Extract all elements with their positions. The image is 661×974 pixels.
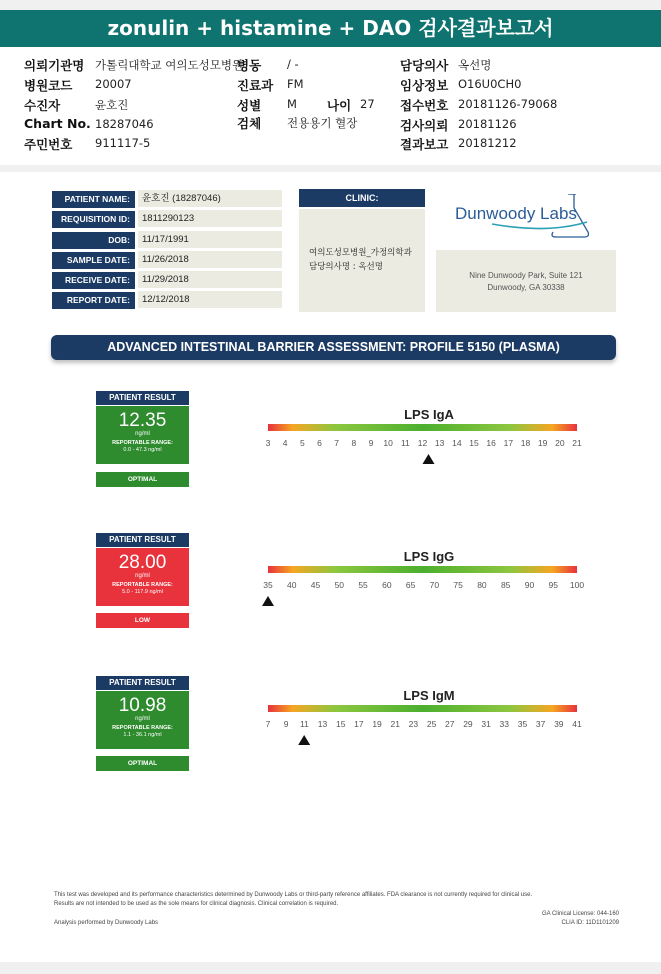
gauge-tick-label: 65 — [405, 580, 416, 590]
address-line-2: Dunwoody, GA 30338 — [487, 283, 565, 292]
gauge-tick-label: 90 — [524, 580, 535, 590]
result-header-igg: PATIENT RESULT — [96, 533, 189, 547]
institution-label: 의뢰기관명 — [24, 58, 85, 73]
gauge-tick-label: 60 — [382, 580, 392, 590]
range-label-iga: REPORTABLE RANGE: — [112, 440, 173, 446]
range-value-igg: 5.0 - 117.9 ng/ml — [122, 589, 163, 595]
specimen-value: 전용용기 혈장 — [287, 116, 358, 130]
hospital-code-value: 20007 — [95, 77, 132, 91]
attending-value: 옥선명 — [458, 58, 492, 72]
result-unit-igm: ng/ml — [135, 716, 150, 722]
clinic-box — [299, 209, 425, 312]
address-line-1: Nine Dunwoody Park, Suite 121 — [469, 271, 583, 280]
flag-igm: OPTIMAL — [96, 756, 189, 771]
performed-by: Analysis performed by Dunwoody Labs — [54, 920, 159, 926]
gauge-tick-label: 70 — [429, 580, 440, 590]
gauge-tick-label: 21 — [390, 719, 400, 729]
lab-report-page — [0, 172, 661, 962]
gauge-tick-label: 95 — [548, 580, 558, 590]
gauge-tick-label: 41 — [572, 719, 582, 729]
license-line-1: GA Clinical License: 044-160 — [541, 911, 619, 917]
range-label-igm: REPORTABLE RANGE: — [112, 725, 173, 731]
gauge-iga — [255, 410, 595, 470]
gauge-tick-label: 31 — [481, 719, 491, 729]
assessment-banner: ADVANCED INTESTINAL BARRIER ASSESSMENT: PROFILE 5150 (PLASMA) — [51, 335, 616, 360]
gauge-bar-iga — [268, 424, 577, 431]
gauge-tick-label: 8 — [351, 438, 357, 448]
lab-address — [436, 250, 616, 312]
gauge-tick-label: 11 — [400, 438, 410, 448]
sex-value: M — [287, 97, 297, 111]
gauge-tick-label: 11 — [299, 719, 309, 729]
gauge-tick-label: 15 — [335, 719, 346, 729]
clinic-header: CLINIC: — [299, 189, 425, 207]
result-header-iga: PATIENT RESULT — [96, 391, 189, 405]
requisition-id-label: REQUISITION ID: — [52, 211, 135, 228]
sex-label: 성별 — [237, 98, 262, 113]
gauge-tick-label: 15 — [469, 438, 479, 448]
flag-igg: LOW — [96, 613, 189, 628]
receipt-value: 20181126-79068 — [458, 97, 558, 111]
gauge-tick-label: 39 — [554, 719, 564, 729]
report-label: 결과보고 — [400, 137, 449, 152]
gauge-tick-label: 29 — [463, 719, 473, 729]
report-date-label: REPORT DATE: — [52, 292, 135, 309]
patient-name-label: PATIENT NAME: — [52, 191, 135, 208]
gauge-tick-label: 19 — [537, 438, 548, 448]
dept-value: FM — [287, 77, 304, 91]
result-value-igm: 10.98 — [118, 695, 167, 716]
gauge-tick-label: 80 — [477, 580, 487, 590]
gauge-tick-label: 18 — [520, 438, 531, 448]
gauge-tick-label: 35 — [263, 580, 273, 590]
gauge-marker-igm — [298, 735, 310, 745]
gauge-tick-label: 45 — [310, 580, 321, 590]
clinic-line-1: 여의도성모병원_가정의학과 — [309, 248, 412, 258]
sample-date-label: SAMPLE DATE: — [52, 252, 135, 269]
gauge-igm — [255, 691, 595, 751]
gauge-tick-label: 25 — [426, 719, 437, 729]
receive-date-label: RECEIVE DATE: — [52, 272, 135, 289]
gauge-title-iga: LPS IgA — [404, 410, 454, 422]
gauge-tick-label: 3 — [265, 438, 271, 448]
gauge-tick-label: 100 — [569, 580, 585, 590]
patient-label: 수진자 — [24, 98, 61, 113]
flask-icon — [452, 194, 592, 238]
result-value-igg: 28.00 — [118, 552, 167, 573]
gauge-tick-label: 33 — [499, 719, 510, 729]
institution-value: 가톨릭대학교 여의도성모병원 — [95, 58, 244, 72]
gauge-tick-label: 75 — [453, 580, 463, 590]
gauge-tick-label: 14 — [452, 438, 462, 448]
specimen-label: 검체 — [237, 116, 262, 131]
report-date-value: 12/12/2018 — [138, 291, 282, 308]
gauge-marker-iga — [423, 454, 435, 464]
dob-label: DOB: — [52, 232, 135, 249]
dob-value: 11/17/1991 — [138, 231, 282, 248]
request-label: 검사의뢰 — [400, 118, 449, 133]
ward-value: / - — [287, 57, 299, 71]
gauge-bar-igm — [268, 705, 577, 712]
gauge-igg — [255, 552, 595, 612]
attending-label: 담당의사 — [400, 58, 449, 73]
result-value-iga: 12.35 — [118, 410, 167, 431]
chart-no-value: 18287046 — [95, 117, 154, 131]
disclaimer-line-1: This test was developed and its performance characteristics determined by Dunwoody Labs or third-party reference affiliates. FDA clearance is not currently required for clinical use. — [54, 892, 533, 898]
gauge-title-igg: LPS IgG — [403, 552, 455, 564]
age-label: 나이 — [327, 98, 352, 113]
gauge-tick-label: 40 — [287, 580, 297, 590]
report-title: zonulin + histamine + DAO 검사결과보고서 — [0, 10, 661, 47]
gauge-tick-label: 9 — [283, 719, 289, 729]
disclaimer-line-2: Results are not intended to be used as the sole means for clinical diagnosis. Clinical correlation is required. — [54, 901, 339, 907]
report-value: 20181212 — [458, 136, 517, 150]
clinic-line-2: 담당의사명 : 옥선명 — [309, 262, 383, 272]
gauge-tick-label: 7 — [334, 438, 340, 448]
gauge-tick-label: 9 — [368, 438, 374, 448]
gauge-tick-label: 35 — [517, 719, 528, 729]
range-value-iga: 0.0 - 47.3 ng/ml — [123, 447, 162, 453]
gauge-title-igm: LPS IgM — [403, 691, 455, 703]
license-line-2: CLIA ID: 11D1101209 — [561, 920, 619, 926]
logo-text: Dunwoody Labs — [455, 204, 577, 223]
flag-iga: OPTIMAL — [96, 472, 189, 487]
range-value-igm: 1.1 - 36.1 ng/ml — [123, 732, 162, 738]
receive-date-value: 11/29/2018 — [138, 271, 282, 288]
gauge-tick-label: 85 — [500, 580, 511, 590]
range-label-igg: REPORTABLE RANGE: — [112, 582, 173, 588]
gauge-tick-label: 23 — [408, 719, 419, 729]
request-info-panel — [0, 47, 661, 165]
gauge-tick-label: 55 — [358, 580, 368, 590]
clinical-label: 임상정보 — [400, 78, 449, 93]
hospital-code-label: 병원코드 — [24, 78, 73, 93]
gauge-tick-label: 10 — [383, 438, 393, 448]
result-box-igm — [96, 691, 189, 749]
result-unit-igg: ng/ml — [135, 573, 150, 579]
ward-label: 병동 — [237, 58, 262, 73]
gauge-tick-label: 27 — [445, 719, 455, 729]
sample-date-value: 11/26/2018 — [138, 251, 282, 268]
gauge-tick-label: 13 — [434, 438, 445, 448]
patient-value: 윤호진 — [95, 98, 129, 112]
result-box-igg — [96, 548, 189, 606]
gauge-tick-label: 20 — [555, 438, 565, 448]
rrn-value: 911117-5 — [95, 136, 151, 150]
patient-name-value: 윤호진 (18287046) — [138, 190, 282, 207]
dunwoody-logo — [452, 194, 592, 238]
rrn-label: 주민번호 — [24, 137, 73, 152]
gauge-tick-label: 50 — [334, 580, 345, 590]
gauge-tick-label: 12 — [417, 438, 428, 448]
age-value: 27 — [360, 97, 375, 111]
gauge-tick-label: 5 — [299, 438, 305, 448]
gauge-tick-label: 17 — [503, 438, 514, 448]
gauge-tick-label: 7 — [265, 719, 271, 729]
result-box-iga — [96, 406, 189, 464]
receipt-label: 접수번호 — [400, 98, 449, 113]
gauge-tick-label: 37 — [535, 719, 546, 729]
result-header-igm: PATIENT RESULT — [96, 676, 189, 690]
dept-label: 진료과 — [237, 78, 274, 93]
gauge-bar-igg — [268, 566, 577, 573]
gauge-tick-label: 6 — [317, 438, 322, 448]
gauge-tick-label: 4 — [282, 438, 288, 448]
requisition-id-value: 1811290123 — [138, 210, 282, 227]
request-value: 20181126 — [458, 117, 517, 131]
result-unit-iga: ng/ml — [135, 431, 150, 437]
clinical-value: O16U0CH0 — [458, 77, 522, 91]
gauge-tick-label: 19 — [372, 719, 382, 729]
gauge-tick-label: 13 — [317, 719, 328, 729]
chart-no-label: Chart No. — [24, 116, 91, 131]
gauge-tick-label: 16 — [486, 438, 496, 448]
gauge-tick-label: 17 — [354, 719, 364, 729]
gauge-marker-igg — [262, 596, 274, 606]
gauge-tick-label: 21 — [572, 438, 582, 448]
